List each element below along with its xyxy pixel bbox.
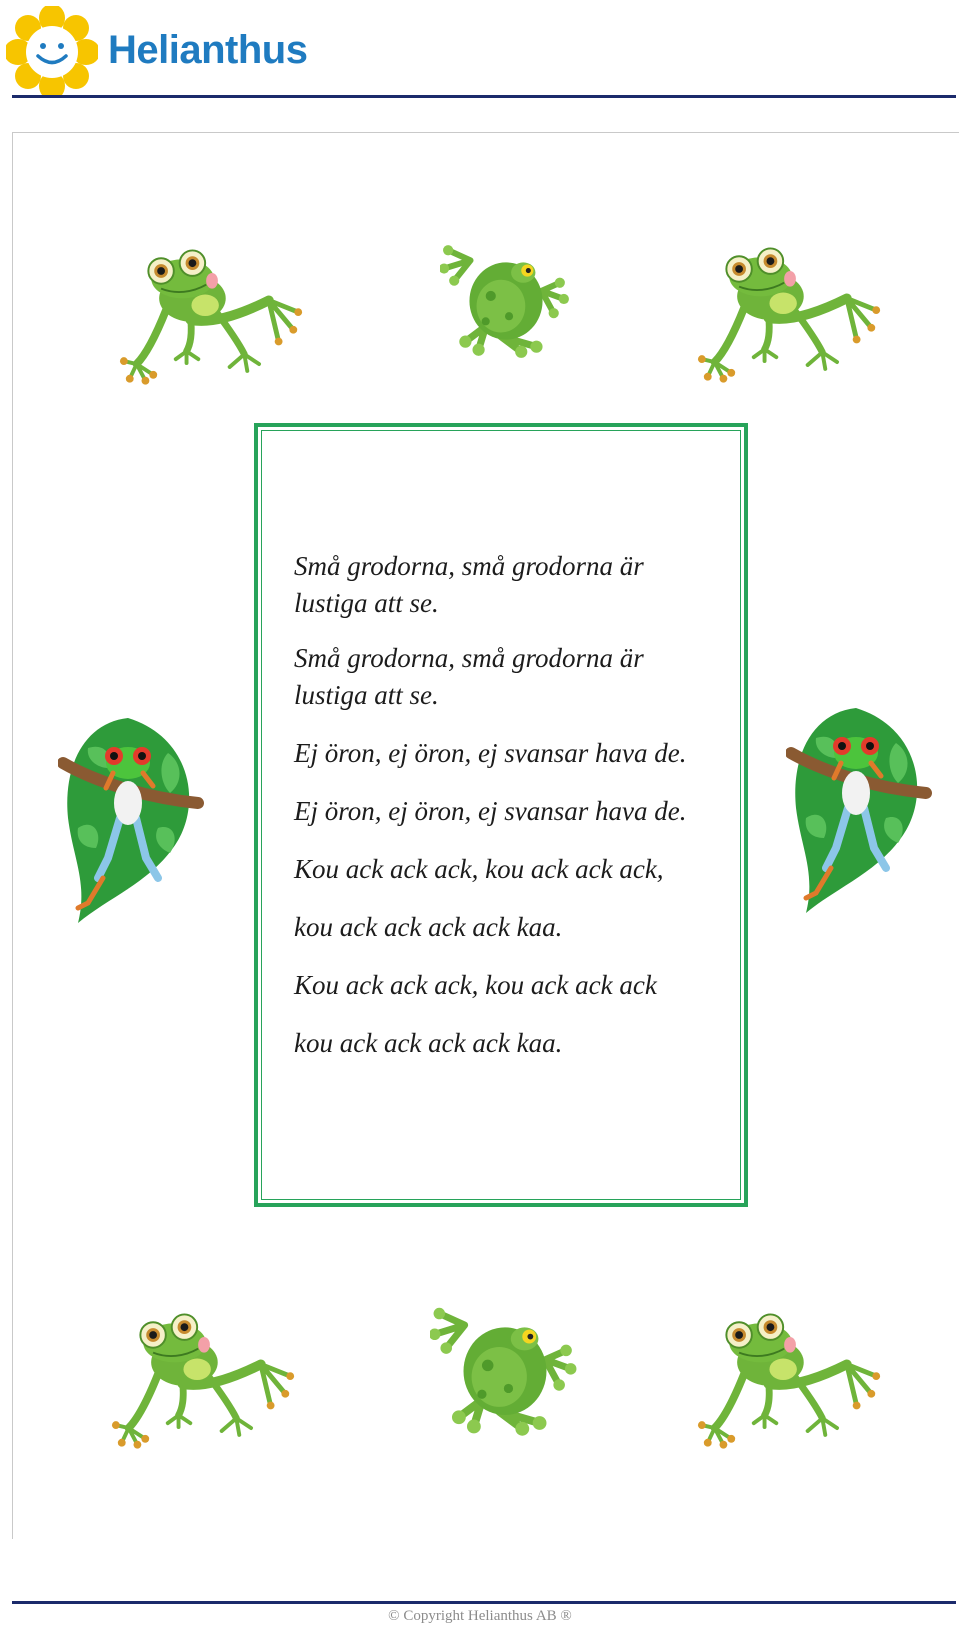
tree-frog-icon [786, 698, 932, 924]
frog-icon [696, 236, 886, 396]
poem-line: kou ack ack ack ack kaa. [294, 1028, 563, 1058]
page-header [0, 0, 960, 100]
poem-line: lustiga att se. [294, 588, 439, 618]
header-divider [12, 95, 956, 98]
poem-line: Små grodorna, små grodorna är [294, 551, 644, 581]
jumping-frog-icon [440, 240, 572, 360]
footer-divider [12, 1601, 956, 1604]
copyright-notice: © Copyright Helianthus AB ® [388, 1608, 572, 1624]
poem-line: Ej öron, ej öron, ej svansar hava de. [294, 796, 687, 826]
tree-frog-icon [58, 708, 204, 934]
jumping-frog-icon [430, 1302, 580, 1438]
poem-text [294, 548, 734, 1062]
frog-icon [110, 1302, 300, 1462]
poem-line: Små grodorna, små grodorna är [294, 643, 644, 673]
poem-line: lustiga att se. [294, 680, 439, 710]
frog-icon [118, 238, 308, 398]
poem-line: kou ack ack ack ack kaa. [294, 912, 563, 942]
poem-line: Ej öron, ej öron, ej svansar hava de. [294, 738, 687, 768]
poem-line: Kou ack ack ack, kou ack ack ack, [294, 854, 664, 884]
brand-name: Helianthus [108, 28, 308, 72]
frog-icon [696, 1302, 886, 1462]
poem-line: Kou ack ack ack, kou ack ack ack [294, 970, 657, 1000]
sun-logo-icon [6, 6, 98, 98]
